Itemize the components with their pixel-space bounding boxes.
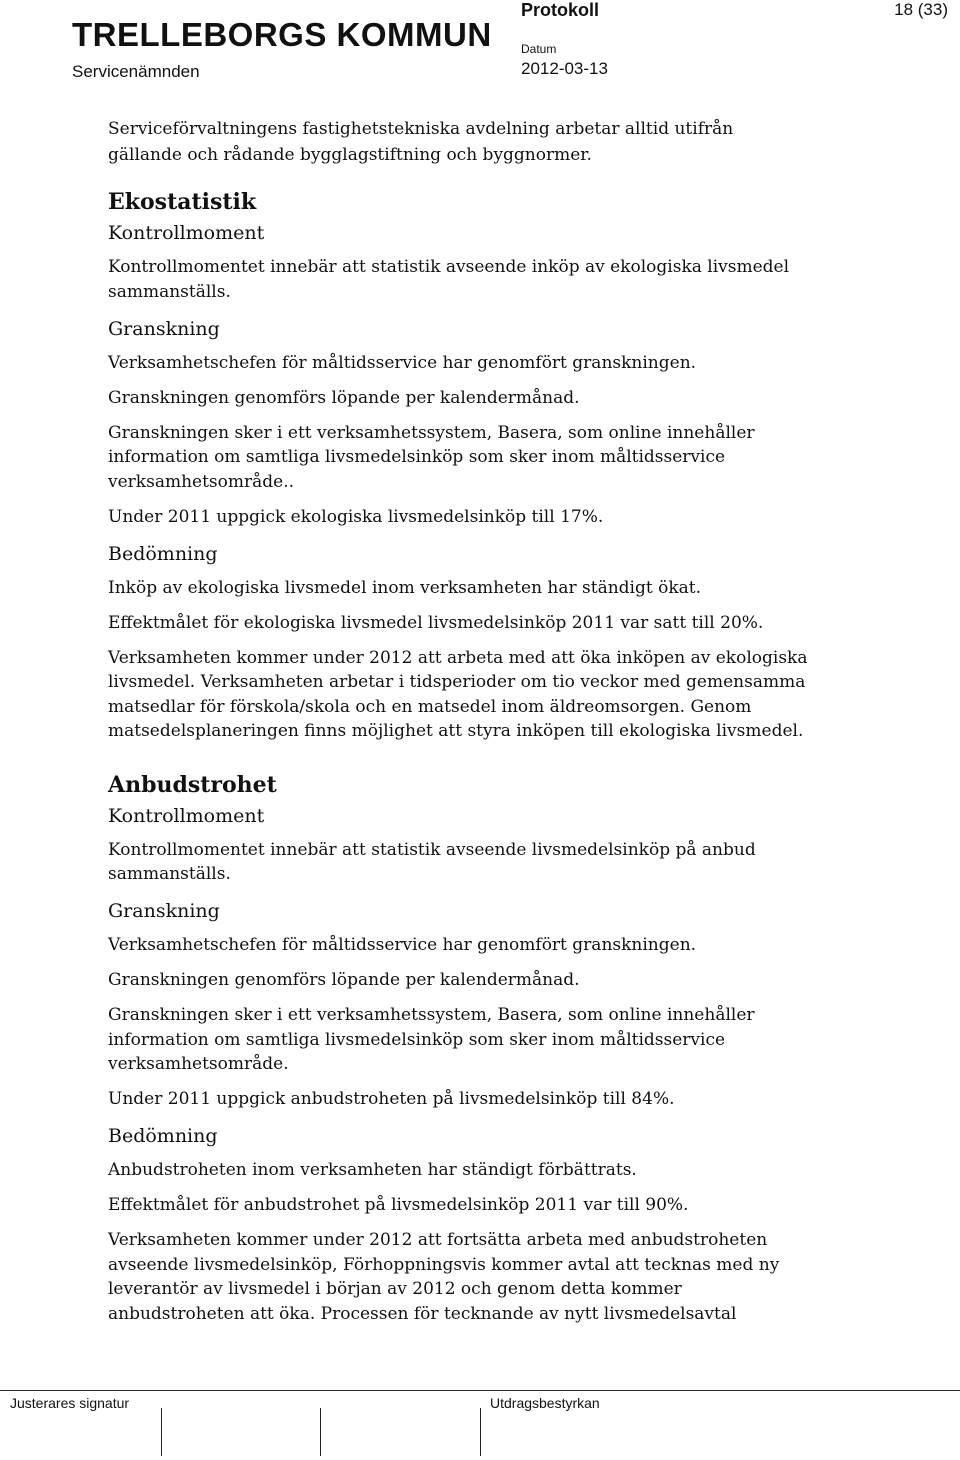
organization-name: TRELLEBORGS KOMMUN xyxy=(72,16,492,53)
control-text: Kontrollmomentet innebär att statistik avseende inköp av ekologiska livsmedel sammanställs. xyxy=(108,257,790,302)
board-name: Servicenämnden xyxy=(72,62,200,81)
assessment-paragraph: Verksamheten kommer under 2012 att arbeta med att öka inköpen av ekologiska livsmedel. Verksamheten arbetar i tidsperioder om tio veckor med gemensamma matsedlar för förskola/skola och en matsedel inom äldreomsorgen. Genom matsedelsplaneringen finns möjlighet att styra inköpen till ekologiska livsmedel. xyxy=(108,647,808,741)
signature-box-divider xyxy=(161,1408,162,1456)
signature-box-divider xyxy=(320,1408,321,1456)
document-body xyxy=(108,117,808,1337)
assessment-heading: Bedömning xyxy=(108,1125,218,1147)
assessment-paragraph: Anbudstroheten inom verksamheten har ständigt förbättrats. xyxy=(108,1160,637,1180)
document-type: Protokoll xyxy=(521,0,600,20)
control-text: Kontrollmomentet innebär att statistik avseende livsmedelsinköp på anbud sammanställs. xyxy=(108,839,756,884)
section-title: Anbudstrohet xyxy=(108,771,277,798)
assessment-paragraph: Inköp av ekologiska livsmedel inom verksamheten har ständigt ökat. xyxy=(108,577,702,598)
intro-paragraph: Serviceförvaltningens fastighetstekniska avdelning arbetar alltid utifrån gällande och rådande bygglagstiftning och byggnormer. xyxy=(108,119,734,165)
signature-box-divider xyxy=(480,1408,481,1456)
review-heading: Granskning xyxy=(108,900,220,922)
assessment-paragraph: Effektmålet för anbudstrohet på livsmedelsinköp 2011 var till 90%. xyxy=(108,1195,689,1215)
review-paragraph: Granskningen genomförs löpande per kalendermånad. xyxy=(108,970,580,990)
review-paragraph: Granskningen genomförs löpande per kalendermånad. xyxy=(108,387,580,408)
section-ekostatistik xyxy=(108,187,808,744)
assessment-heading: Bedömning xyxy=(108,542,218,565)
page-number: 18 (33) xyxy=(894,0,948,19)
extract-certification-label: Utdragsbestyrkan xyxy=(490,1395,600,1411)
review-paragraph: Granskningen sker i ett verksamhetssystem, Basera, som online innehåller information om samtliga livsmedelsinköp som sker inom måltidsservice verksamhetsområde. xyxy=(108,1005,755,1074)
review-paragraph: Under 2011 uppgick ekologiska livsmedelsinköp till 17%. xyxy=(108,506,604,527)
section-title: Ekostatistik xyxy=(108,189,257,215)
document-date: 2012-03-13 xyxy=(521,59,608,78)
section-anbudstrohet xyxy=(108,770,808,1327)
review-paragraph: Under 2011 uppgick anbudstroheten på livsmedelsinköp till 84%. xyxy=(108,1089,675,1109)
control-heading: Kontrollmoment xyxy=(108,222,265,244)
control-heading: Kontrollmoment xyxy=(108,804,265,827)
review-paragraph: Verksamhetschefen för måltidsservice har genomfört granskningen. xyxy=(108,935,697,955)
assessment-paragraph: Effektmålet för ekologiska livsmedel livsmedelsinköp 2011 var satt till 20%. xyxy=(108,612,764,633)
assessment-paragraph: Verksamheten kommer under 2012 att fortsätta arbeta med anbudstroheten avseende livsmedelsinköp, Förhoppningsvis kommer avtal att tecknas med ny leverantör av livsmedel i början av 2012 och genom detta kommer anbudstroheten att öka. Processen för tecknande av nytt livsmedelsavtal xyxy=(108,1230,780,1324)
footer-divider xyxy=(0,1390,960,1391)
review-paragraph: Verksamhetschefen för måltidsservice har genomfört granskningen. xyxy=(108,352,697,373)
date-label: Datum xyxy=(521,42,557,56)
review-paragraph: Granskningen sker i ett verksamhetssystem, Basera, som online innehåller information om samtliga livsmedelsinköp som sker inom måltidsservice verksamhetsområde.. xyxy=(108,422,755,492)
signature-label: Justerares signatur xyxy=(10,1395,130,1411)
review-heading: Granskning xyxy=(108,317,220,340)
